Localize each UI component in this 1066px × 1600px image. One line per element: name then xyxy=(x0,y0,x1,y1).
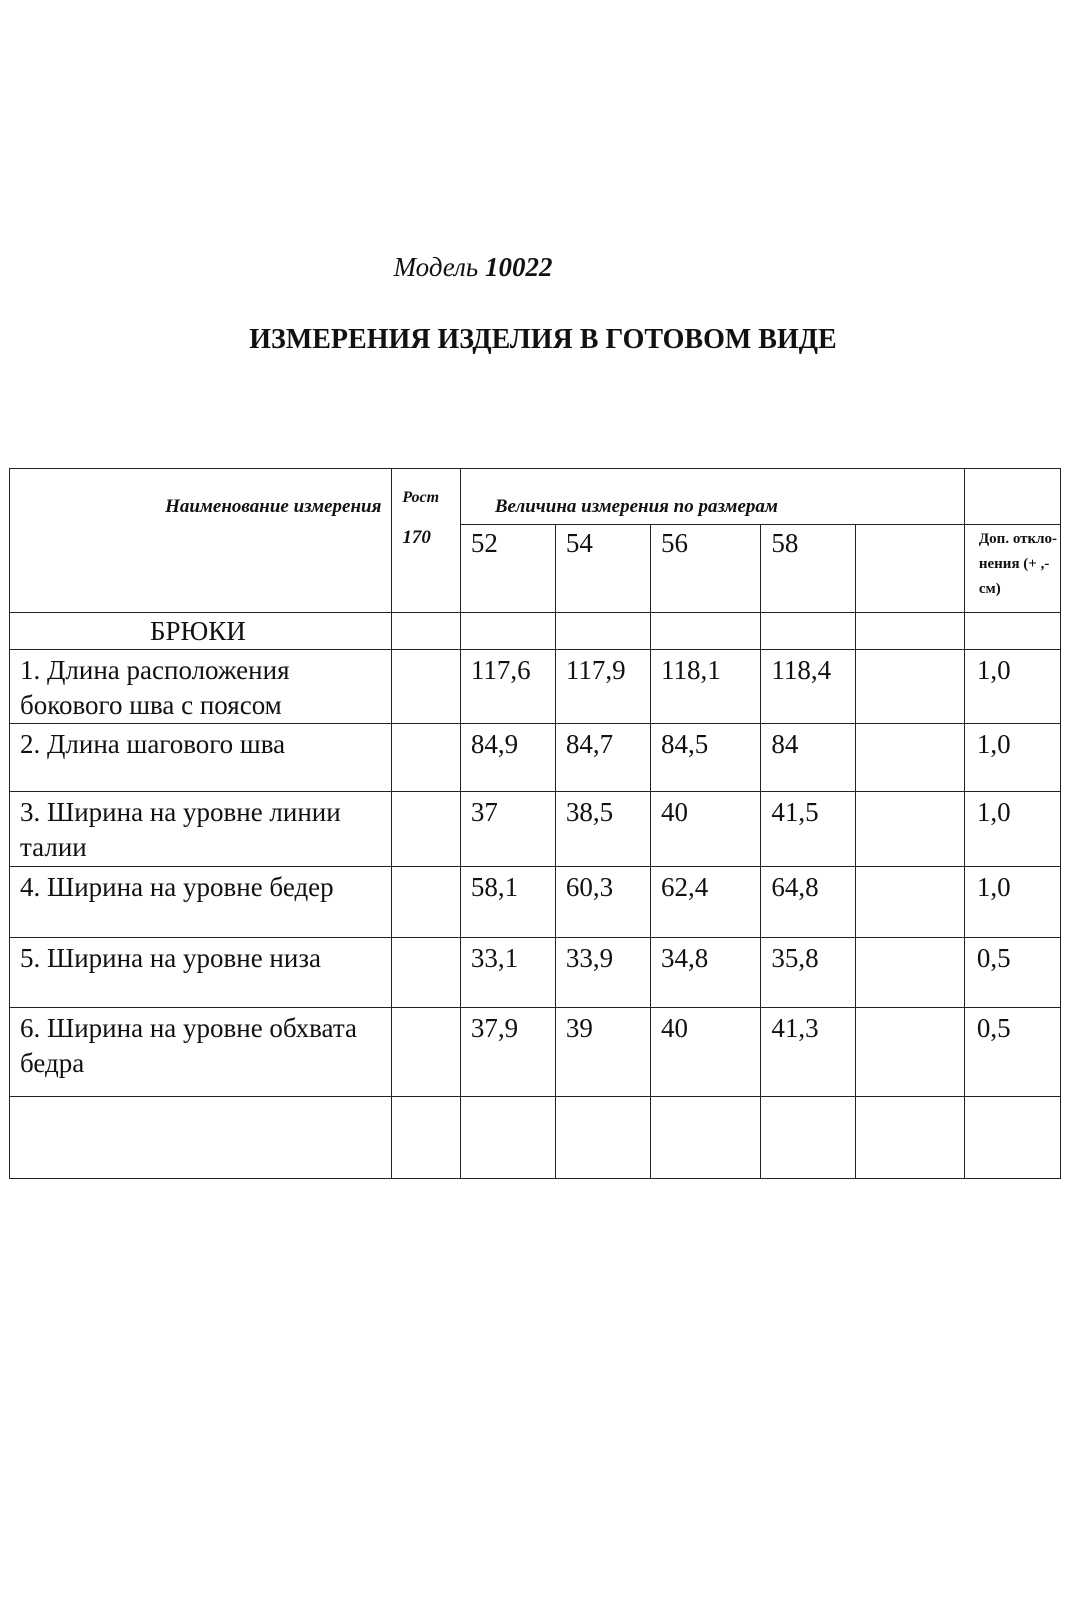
table-row xyxy=(10,1008,1061,1097)
row-name: 4. Ширина на уровне бедер xyxy=(10,867,392,938)
row-tolerance: 1,0 xyxy=(964,650,1060,724)
size-empty xyxy=(856,525,964,613)
row-value: 34,8 xyxy=(651,938,761,1008)
row-value: 40 xyxy=(651,792,761,867)
header-height-value: 170 xyxy=(402,527,431,548)
size-58: 58 xyxy=(761,525,856,613)
row-name: 1. Длина расположения бокового шва с поясом xyxy=(10,650,392,724)
row-value: 62,4 xyxy=(651,867,761,938)
row-value: 38,5 xyxy=(555,792,650,867)
row-tolerance: 1,0 xyxy=(964,792,1060,867)
empty-cell xyxy=(856,613,964,650)
row-value: 41,5 xyxy=(761,792,856,867)
document-title: ИЗМЕРЕНИЯ ИЗДЕЛИЯ В ГОТОВОМ ВИДЕ xyxy=(249,324,837,355)
empty-cell xyxy=(555,613,650,650)
empty-cell xyxy=(856,867,964,938)
header-measurement-name: Наименование измерения xyxy=(10,469,392,613)
row-value: 117,9 xyxy=(555,650,650,724)
model-heading xyxy=(0,252,1006,283)
header-tolerance: Доп. откло-нения (+ ,-см) xyxy=(964,525,1060,613)
row-value: 84 xyxy=(761,724,856,792)
model-label: Модель xyxy=(393,252,479,282)
empty-cell xyxy=(856,1097,964,1179)
row-value: 33,1 xyxy=(460,938,555,1008)
row-value: 39 xyxy=(555,1008,650,1097)
section-title: БРЮКИ xyxy=(10,613,392,650)
row-value: 58,1 xyxy=(460,867,555,938)
empty-cell xyxy=(392,1097,460,1179)
row-tolerance: 0,5 xyxy=(964,1008,1060,1097)
size-54: 54 xyxy=(555,525,650,613)
row-value: 35,8 xyxy=(761,938,856,1008)
row-value: 84,5 xyxy=(651,724,761,792)
table-row xyxy=(10,938,1061,1008)
size-52: 52 xyxy=(460,525,555,613)
empty-cell xyxy=(856,938,964,1008)
row-name: 2. Длина шагового шва xyxy=(10,724,392,792)
size-56: 56 xyxy=(651,525,761,613)
row-value: 117,6 xyxy=(460,650,555,724)
empty-cell xyxy=(856,650,964,724)
table-row xyxy=(10,792,1061,867)
row-tolerance: 0,5 xyxy=(964,938,1060,1008)
header-height xyxy=(392,469,460,613)
empty-cell xyxy=(392,867,460,938)
empty-cell xyxy=(761,613,856,650)
row-value: 84,9 xyxy=(460,724,555,792)
empty-cell xyxy=(555,1097,650,1179)
row-value: 33,9 xyxy=(555,938,650,1008)
empty-cell xyxy=(964,613,1060,650)
row-value: 64,8 xyxy=(761,867,856,938)
measurement-table xyxy=(9,468,1061,1179)
empty-cell xyxy=(856,724,964,792)
row-value: 118,1 xyxy=(651,650,761,724)
empty-cell xyxy=(856,792,964,867)
empty-cell xyxy=(392,938,460,1008)
empty-cell xyxy=(964,1097,1060,1179)
row-value: 60,3 xyxy=(555,867,650,938)
row-name: 6. Ширина на уровне обхвата бедра xyxy=(10,1008,392,1097)
row-value: 118,4 xyxy=(761,650,856,724)
empty-cell xyxy=(651,1097,761,1179)
row-name: 5. Ширина на уровне низа xyxy=(10,938,392,1008)
table-row xyxy=(10,867,1061,938)
header-tolerance-top xyxy=(964,469,1060,525)
empty-cell xyxy=(460,613,555,650)
empty-cell xyxy=(392,650,460,724)
row-name: 3. Ширина на уровне линии талии xyxy=(10,792,392,867)
header-sizes-title: Величина измерения по размерам xyxy=(460,469,964,525)
empty-cell xyxy=(392,724,460,792)
empty-cell xyxy=(761,1097,856,1179)
header-height-label: Рост xyxy=(402,489,440,506)
empty-cell xyxy=(856,1008,964,1097)
row-tolerance: 1,0 xyxy=(964,867,1060,938)
empty-cell xyxy=(651,613,761,650)
model-number: 10022 xyxy=(484,252,553,282)
empty-cell xyxy=(392,613,460,650)
empty-cell xyxy=(392,792,460,867)
empty-cell xyxy=(10,1097,392,1179)
row-value: 40 xyxy=(651,1008,761,1097)
row-tolerance: 1,0 xyxy=(964,724,1060,792)
empty-cell xyxy=(460,1097,555,1179)
row-value: 37 xyxy=(460,792,555,867)
table-row xyxy=(10,650,1061,724)
table-row-empty xyxy=(10,1097,1061,1179)
row-value: 37,9 xyxy=(460,1008,555,1097)
table-row xyxy=(10,724,1061,792)
row-value: 41,3 xyxy=(761,1008,856,1097)
empty-cell xyxy=(392,1008,460,1097)
row-value: 84,7 xyxy=(555,724,650,792)
